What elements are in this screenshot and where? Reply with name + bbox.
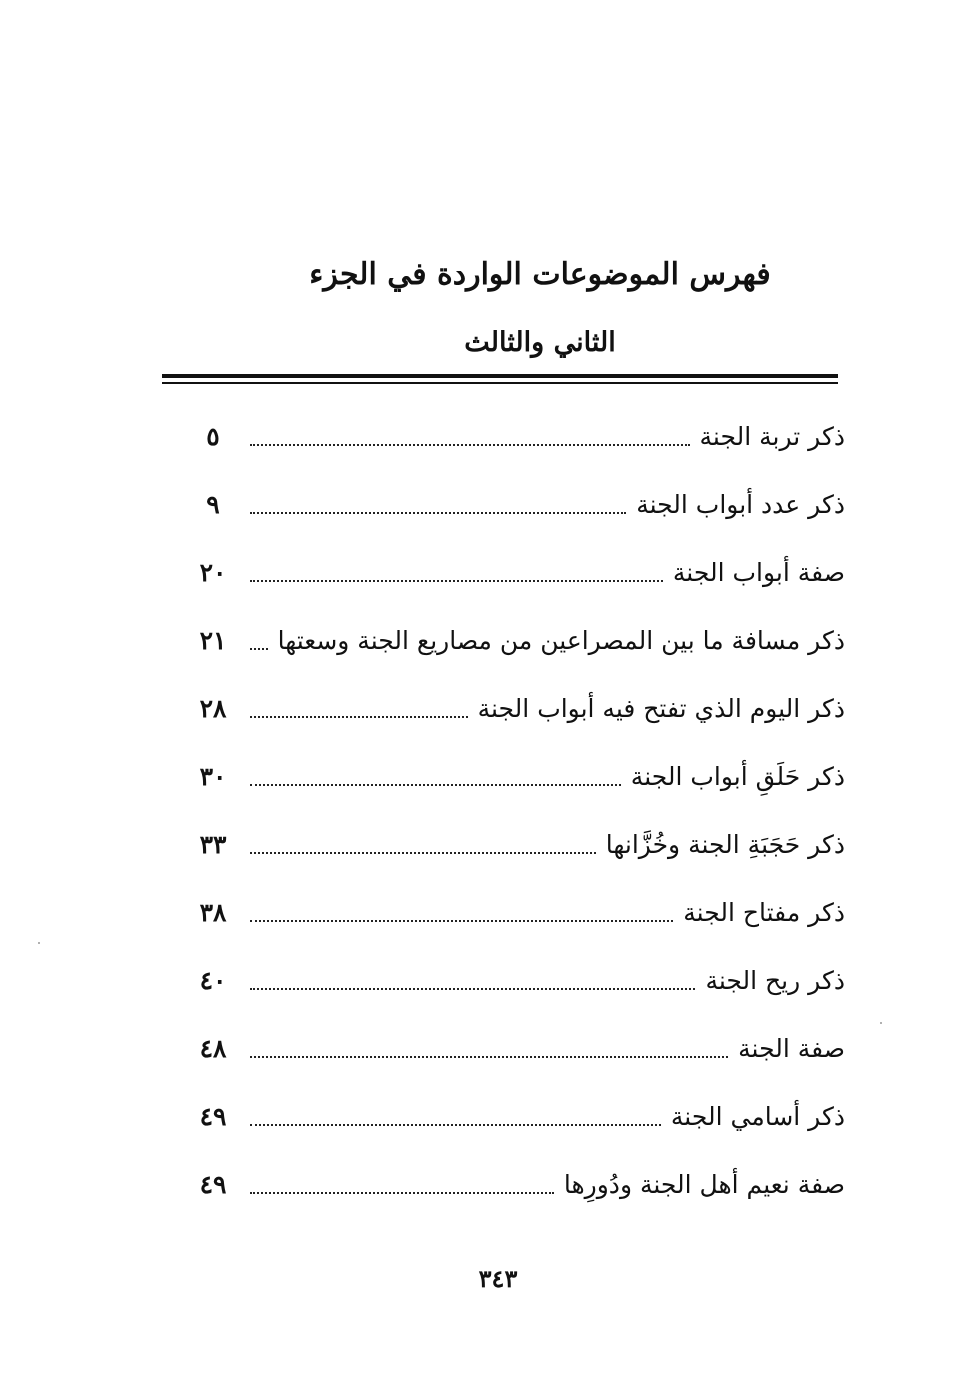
toc-entry-page: ٢٠ [199, 558, 227, 587]
dot-leader [250, 1191, 554, 1194]
table-of-contents [190, 392, 845, 1208]
toc-entry [190, 800, 845, 868]
toc-entry-page: ٣٣ [199, 830, 227, 859]
toc-entry [190, 596, 845, 664]
toc-entry-page: ٢١ [199, 626, 227, 655]
toc-entry-title: ذكر تربة الجنة [699, 422, 845, 451]
toc-entry [190, 392, 845, 460]
heading-rule-thin [162, 382, 838, 384]
toc-entry-page: ٩ [206, 490, 220, 519]
dot-leader [250, 987, 695, 990]
toc-entry [190, 1140, 845, 1208]
dot-leader [250, 715, 468, 718]
toc-entry [190, 1072, 845, 1140]
dot-leader [250, 443, 690, 446]
toc-entry [190, 460, 845, 528]
dot-leader [250, 511, 626, 514]
toc-entry [190, 732, 845, 800]
toc-entry-title: صفة أبواب الجنة [672, 558, 845, 587]
dot-leader [250, 851, 596, 854]
dot-leader [250, 783, 621, 786]
dot-leader [250, 647, 268, 650]
dot-leader [250, 1055, 728, 1058]
scan-speck [38, 942, 40, 944]
toc-entry [190, 868, 845, 936]
toc-entry-page: ٥ [206, 422, 220, 451]
toc-entry-title: ذكر أسامي الجنة [670, 1102, 845, 1131]
toc-entry-page: ٣٠ [199, 762, 227, 791]
toc-entry-title: ذكر مفتاح الجنة [683, 898, 845, 927]
heading-rule-thick [162, 374, 838, 378]
page-number: ٣٤٣ [478, 1264, 518, 1293]
toc-entry-page: ٤٠ [199, 966, 227, 995]
toc-entry-title: ذكر عدد أبواب الجنة [636, 490, 845, 519]
toc-entry [190, 528, 845, 596]
toc-entry [190, 936, 845, 1004]
toc-entry-page: ٤٨ [199, 1034, 227, 1063]
toc-entry-page: ٣٨ [199, 898, 227, 927]
toc-entry-page: ٤٩ [199, 1170, 227, 1199]
index-subheading: الثاني والثالث [464, 327, 616, 358]
dot-leader [250, 1123, 661, 1126]
toc-entry-page: ٤٩ [199, 1102, 227, 1131]
scan-speck [880, 1022, 882, 1024]
toc-entry-title: ذكر ريح الجنة [705, 966, 845, 995]
dot-leader [250, 579, 663, 582]
toc-entry [190, 664, 845, 732]
toc-entry-title: ذكر اليوم الذي تفتح فيه أبواب الجنة [477, 694, 845, 723]
toc-entry [190, 1004, 845, 1072]
index-heading: فهرس الموضوعات الواردة في الجزء [309, 257, 771, 292]
toc-entry-title: ذكر حَجَبَةِ الجنة وخُزَّانها [605, 830, 845, 859]
toc-entry-title: صفة الجنة [738, 1034, 845, 1063]
toc-entry-title: صفة نعيم أهل الجنة ودُورِها [563, 1170, 845, 1199]
toc-entry-title: ذكر حَلَقِ أبواب الجنة [630, 762, 845, 791]
toc-entry-page: ٢٨ [199, 694, 227, 723]
toc-entry-title: ذكر مسافة ما بين المصراعين من مصاريع الجنة وسعتها [277, 626, 845, 655]
dot-leader [250, 919, 673, 922]
